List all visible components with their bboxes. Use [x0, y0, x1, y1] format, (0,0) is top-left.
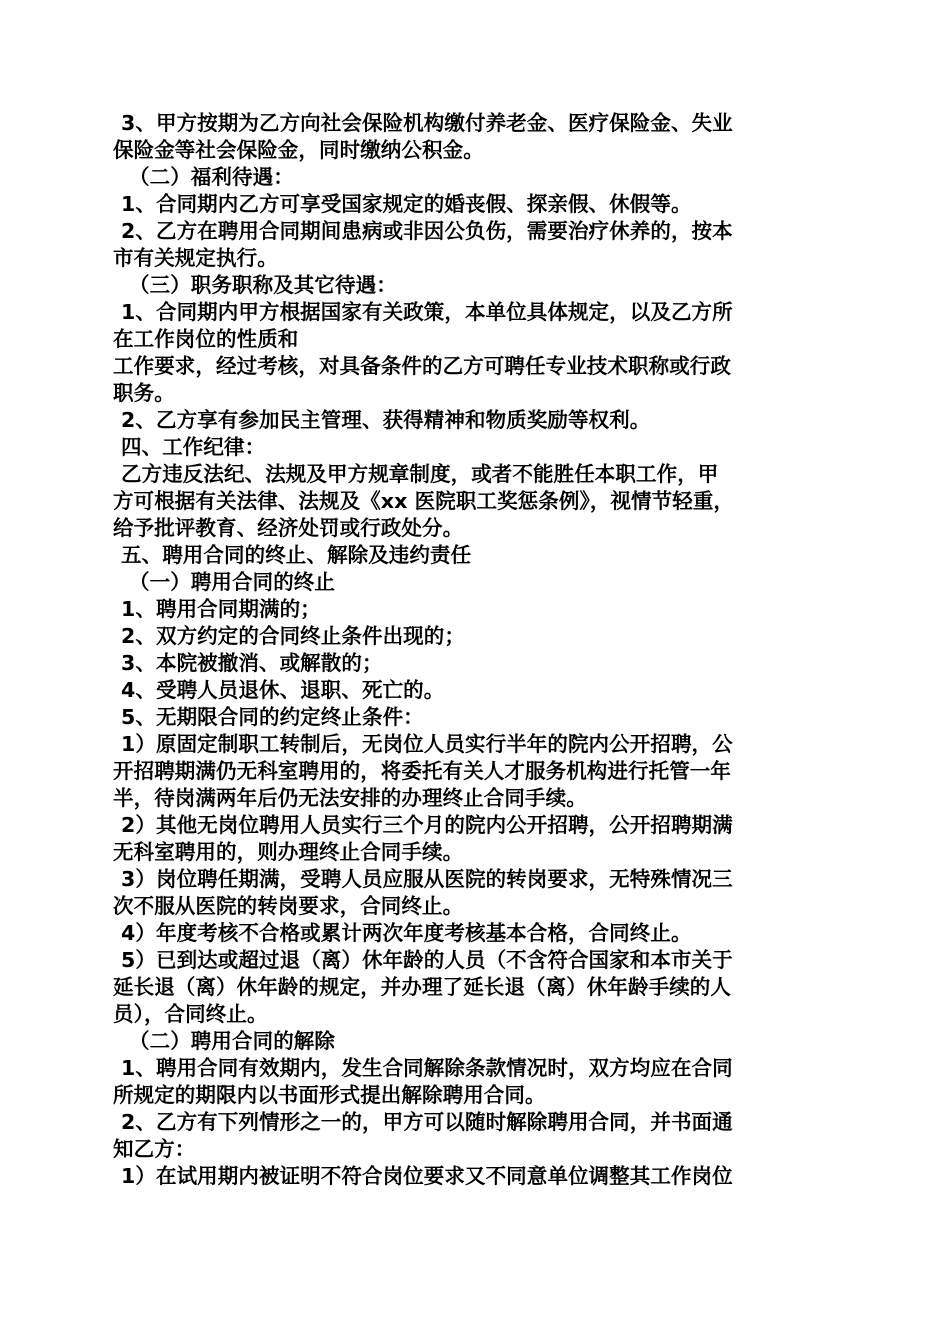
- text-line: 工作要求，经过考核，对具备条件的乙方可聘任专业技术职称或行政: [113, 354, 731, 378]
- text-line: （二）福利待遇：: [129, 165, 294, 189]
- text-line: 四、工作纪律：: [121, 435, 266, 459]
- text-line: 给予批评教育、经济处罚或行政处分。: [113, 516, 464, 540]
- text-line: 4、受聘人员退休、退职、死亡的。: [121, 678, 445, 702]
- text-line: 五、聘用合同的终止、解除及违约责任: [121, 543, 472, 567]
- text-line: （二）聘用合同的解除: [129, 1029, 335, 1053]
- text-line: 2、乙方在聘用合同期间患病或非因公负伤，需要治疗休养的，按本: [121, 219, 733, 243]
- text-line: 3、甲方按期为乙方向社会保险机构缴付养老金、医疗保险金、失业: [121, 111, 733, 135]
- text-line: 1）原固定制职工转制后，无岗位人员实行半年的院内公开招聘，公: [121, 732, 733, 756]
- text-line: 保险金等社会保险金，同时缴纳公积金。: [113, 138, 484, 162]
- text-line: 2、乙方享有参加民主管理、获得精神和物质奖励等权利。: [121, 408, 651, 432]
- text-line: 1、合同期内乙方可享受国家规定的婚丧假、探亲假、休假等。: [121, 192, 692, 216]
- text-line: 1、聘用合同期满的；: [121, 597, 321, 621]
- text-line: 半，待岗满两年后仍无法安排的办理终止合同手续。: [113, 786, 587, 810]
- text-line: 1、合同期内甲方根据国家有关政策，本单位具体规定，以及乙方所: [121, 300, 733, 324]
- text-line: 2、乙方有下列情形之一的，甲方可以随时解除聘用合同，并书面通: [121, 1110, 733, 1134]
- text-line: 职务。: [113, 381, 175, 405]
- text-line: 5）已到达或超过退（离）休年龄的人员（不含符合国家和本市关于: [121, 948, 733, 972]
- text-line: 方可根据有关法律、法规及《xx 医院职工奖惩条例》，视情节轻重，: [113, 489, 735, 513]
- text-line: 开招聘期满仍无科室聘用的，将委托有关人才服务机构进行托管一年: [113, 759, 731, 783]
- text-line: 5、无期限合同的约定终止条件：: [121, 705, 424, 729]
- text-line: 在工作岗位的性质和: [113, 327, 299, 351]
- text-line: （三）职务职称及其它待遇：: [129, 273, 397, 297]
- text-line: 2、双方约定的合同终止条件出现的；: [121, 624, 465, 648]
- text-line: 3）岗位聘任期满，受聘人员应服从医院的转岗要求，无特殊情况三: [121, 867, 733, 891]
- text-line: 市有关规定执行。: [113, 246, 278, 270]
- text-line: 次不服从医院的转岗要求，合同终止。: [113, 894, 464, 918]
- document-page: [113, 110, 835, 1190]
- text-line: 延长退（离）休年龄的规定，并办理了延长退（离）休年龄手续的人: [113, 975, 731, 999]
- text-line: 1）在试用期内被证明不符合岗位要求又不同意单位调整其工作岗位: [121, 1164, 733, 1188]
- text-line: 知乙方：: [113, 1137, 196, 1161]
- text-line: 所规定的期限内以书面形式提出解除聘用合同。: [113, 1083, 546, 1107]
- text-line: 无科室聘用的，则办理终止合同手续。: [113, 840, 464, 864]
- text-line: （一）聘用合同的终止: [129, 570, 335, 594]
- text-line: 乙方违反法纪、法规及甲方规章制度，或者不能胜任本职工作，甲: [121, 462, 719, 486]
- text-line: 1、聘用合同有效期内，发生合同解除条款情况时，双方均应在合同: [121, 1056, 733, 1080]
- text-line: 2）其他无岗位聘用人员实行三个月的院内公开招聘，公开招聘期满: [121, 813, 733, 837]
- text-line: 4）年度考核不合格或累计两次年度考核基本合格，合同终止。: [121, 921, 692, 945]
- text-line: 3、本院被撤消、或解散的；: [121, 651, 383, 675]
- text-line: 员），合同终止。: [113, 1002, 268, 1026]
